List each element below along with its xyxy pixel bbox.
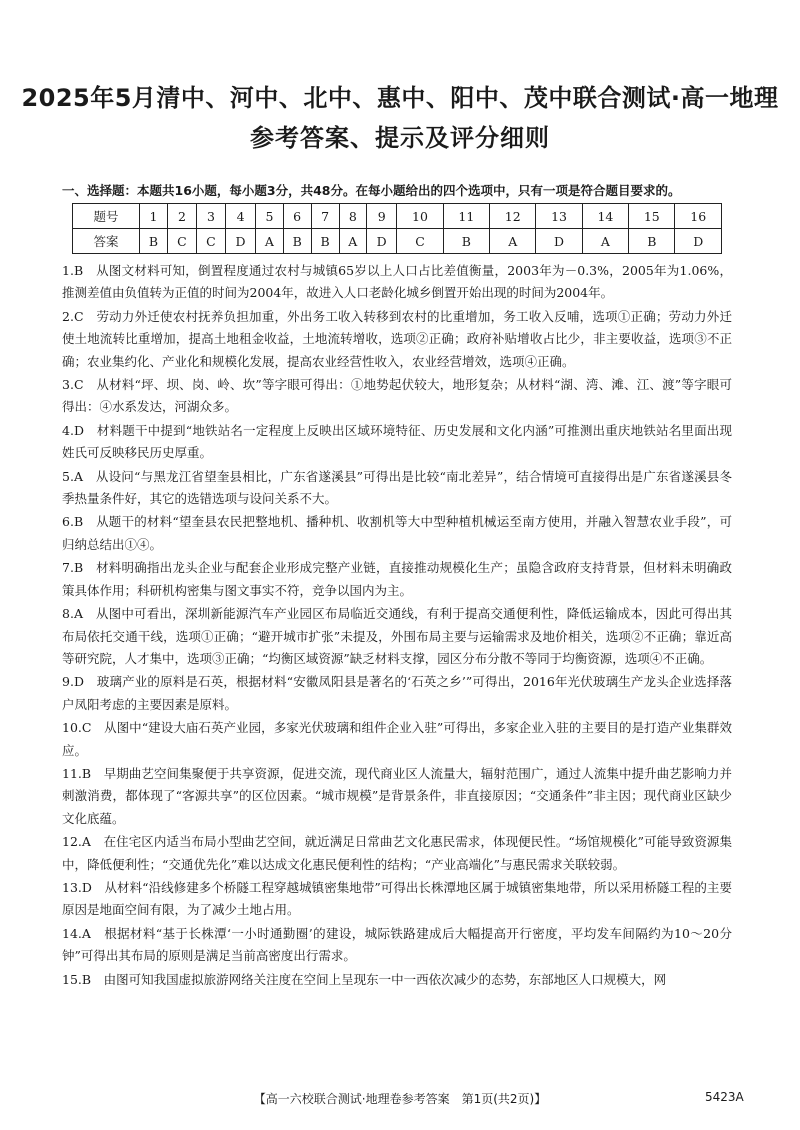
explanation-text: 早期曲艺空间集聚便于共享资源，促进交流，现代商业区人流量大，辐射范围广，通过人流集中提升曲艺影响力并刺激消费，都体现了“客源共享”的区位因素。“城市规模”是背景条件，非直接原因；“交通条件”非主因；现代商业区缺少文化底蕴。 [62,765,732,826]
question-number-label: 13. [62,879,82,895]
question-number: 13 [536,204,582,229]
question-number-label: 14. [62,925,82,941]
answer-letter: D [73,674,84,690]
question-number: 14 [582,204,628,229]
explanation-text: 从题干的材料“望奎县农民把整地机、播种机、收割机等大中型种植机械运至南方使用，并融入智慧农业手段”，可归纳总结出①④。 [62,514,732,552]
question-number-label: 9. [62,674,74,690]
explanation-text: 材料题干中提到“地铁站名一定程度上反映出区域环境特征、历史发展和文化内涵”可推测出重庆地铁站名里面出现姓氏可反映移民历史厚重。 [62,422,732,461]
section-heading: 一、选择题：本题共16小题，每小题3分，共48分。在每小题给出的四个选项中，只有一项是符合题目要求的。 [62,183,681,198]
question-number: 10 [397,204,443,229]
question-number-label: 12. [62,834,82,850]
answer-letter: C [81,720,92,736]
question-number-label: 10. [62,720,82,736]
page-subtitle: 参考答案、提示及评分细则 [250,124,550,152]
explanation-item [62,466,732,511]
explanation-text: 劳动力外迁使农村抚养负担加重，外出务工收入转移到农村的比重增加，务工收入反哺，选项①正确；劳动力外迁使土地流转比重增加，提高土地租金收益，土地流转增收，选项②正确；政府补贴增收占比少，非主要收益，选项③不正确；农业集约化、产业化和规模化发展，提高农业经营性收入，农业经营增效，选项④正确。 [62,308,732,369]
answer-letter: C [73,308,84,324]
answer-table-answer-row [73,229,722,254]
question-number: 15 [629,204,675,229]
answer-cell: D [675,229,722,254]
question-number: 6 [283,204,311,229]
question-number-label: 6. [62,514,74,530]
question-number: 9 [367,204,397,229]
answer-cell: A [582,229,628,254]
answer-letter: B [73,514,84,530]
answer-letter: D [81,879,92,895]
explanation-text: 从材料“沿线修建多个桥隧工程穿越城镇密集地带”可得出长株潭地区属于城镇密集地带，所以采用桥隧工程的主要原因是地面空间有限，为了减少土地占用。 [62,879,732,918]
page-footer: 【高一六校联合测试·地理卷参考答案 第1页(共2页)】 [253,1092,547,1106]
question-number-label: 4. [62,422,74,438]
answer-letter: A [81,925,91,941]
explanation-item [62,374,732,419]
explanation-item [62,557,732,602]
answer-row-label: 答案 [73,229,140,254]
explanation-item [62,969,732,991]
explanation-item [62,923,732,968]
answer-cell: C [167,229,196,254]
question-number: 4 [225,204,255,229]
explanation-text: 从材料“坪、坝、岗、岭、坎”等字眼可得出：①地势起伏较大，地形复杂；从材料“湖、湾、滩、江、渡”等字眼可得出：④水系发达，河湖众多。 [62,377,732,415]
question-number-label: 8. [62,606,74,622]
question-number: 3 [196,204,225,229]
answer-cell: B [443,229,489,254]
answer-cell: B [283,229,311,254]
answer-cell: A [490,229,536,254]
question-number-label: 3. [62,377,74,393]
answer-letter: B [73,560,84,576]
answer-cell: C [397,229,443,254]
explanation-text: 在住宅区内适当布局小型曲艺空间，就近满足日常曲艺文化惠民需求，体现便民性。“场馆规模化”可能导致资源集中，降低便利性；“交通优先化”难以达成文化惠民便利性的结构；“产业高端化”与惠民需求关联较弱。 [62,834,732,872]
explanation-item [62,603,732,670]
question-number: 7 [311,204,339,229]
answer-table [72,203,722,254]
question-number: 5 [256,204,284,229]
answer-letter: D [73,422,84,438]
question-number: 16 [675,204,722,229]
explanation-item [62,306,732,373]
document-code: 5423A [705,1090,744,1104]
explanation-item [62,717,732,762]
answer-cell: A [256,229,284,254]
answer-cell: B [140,229,168,254]
answer-cell: B [311,229,339,254]
explanation-item [62,763,732,830]
explanation-item [62,831,732,876]
question-number: 1 [140,204,168,229]
explanation-item [62,260,732,305]
question-number-label: 1. [62,263,74,278]
answer-letter: A [73,468,83,484]
explanation-text: 从设问“与黑龙江省望奎县相比，广东省遂溪县”可得出是比较“南北差异”，结合情境可直接得出是广东省遂溪县冬季热量条件好，其它的选错选项与设问关系不大。 [62,468,732,507]
question-number: 12 [490,204,536,229]
question-number: 8 [339,204,367,229]
answer-letter: B [73,263,84,278]
answer-cell: B [629,229,675,254]
answer-letter: C [73,377,84,393]
explanation-item [62,877,732,922]
explanation-text: 根据材料“基于长株潭‘一小时通勤圈’的建设，城际铁路建成后大幅提高开行密度，平均发车间隔约为10～20分钟”可得出其布局的原则是满足当前高密度出行需求。 [62,925,732,964]
answer-cell: D [225,229,255,254]
explanation-text: 从图中“建设大庙石英产业园，多家光伏玻璃和组件企业入驻”可得出，多家企业入驻的主要目的是打造产业集群效应。 [62,720,732,758]
answer-cell: D [367,229,397,254]
explanation-text: 由图可知我国虚拟旅游网络关注度在空间上呈现东一中一西依次减少的态势，东部地区人口规模大，网 [103,971,667,987]
answer-letter: A [73,606,83,622]
explanation-item [62,671,732,716]
page-title: 2025年5月清中、河中、北中、惠中、阳中、茂中联合测试·高一地理 [21,84,779,112]
explanation-item [62,511,732,556]
answer-letter: B [81,765,92,781]
answer-letter: A [81,834,91,850]
question-number-label: 2. [62,308,74,324]
explanation-item [62,420,732,465]
question-number: 2 [167,204,196,229]
answer-letter: B [81,971,92,987]
explanation-text: 玻璃产业的原料是石英，根据材料“安徽凤阳县是著名的‘石英之乡’”可得出，2016年光伏玻璃生产龙头企业选择落户凤阳考虑的主要因素是原料。 [62,674,732,712]
answer-table-number-row [73,204,722,229]
explanation-text: 从图中可看出，深圳新能源汽车产业园区布局临近交通线，有利于提高交通便利性，降低运输成本，因此可得出其布局依托交通干线，选项①正确；“避开城市扩张”未提及，外围布局主要与运输需求及地价相关，选项②不正确；靠近高等研究院，人才集中，选项③正确；“均衡区域资源”缺乏材料支撑，园区分布分散不等同于均衡资源，选项④不正确。 [62,606,732,666]
question-number-label: 11. [62,765,82,781]
explanations-list [62,260,732,992]
question-number-label: 15. [62,971,82,987]
question-number-label: 5. [62,468,74,484]
number-row-label: 题号 [73,204,140,229]
explanation-text: 从图文材料可知，倒置程度通过农村与城镇65岁以上人口占比差值衡量，2003年为－0.3%，2005年为1.06%，推测差值由负值转为正值的时间为2004年，故进入人口老龄化城乡倒置开始出现的时间为2004年。 [62,263,732,301]
question-number-label: 7. [62,560,74,576]
answer-cell: A [339,229,367,254]
answer-cell: C [196,229,225,254]
answer-cell: D [536,229,582,254]
explanation-text: 材料明确指出龙头企业与配套企业形成完整产业链，直接推动规模化生产；虽隐含政府支持背景，但材料未明确政策具体作用；科研机构密集与图文事实不符，竞争以国内为主。 [62,560,732,598]
question-number: 11 [443,204,489,229]
